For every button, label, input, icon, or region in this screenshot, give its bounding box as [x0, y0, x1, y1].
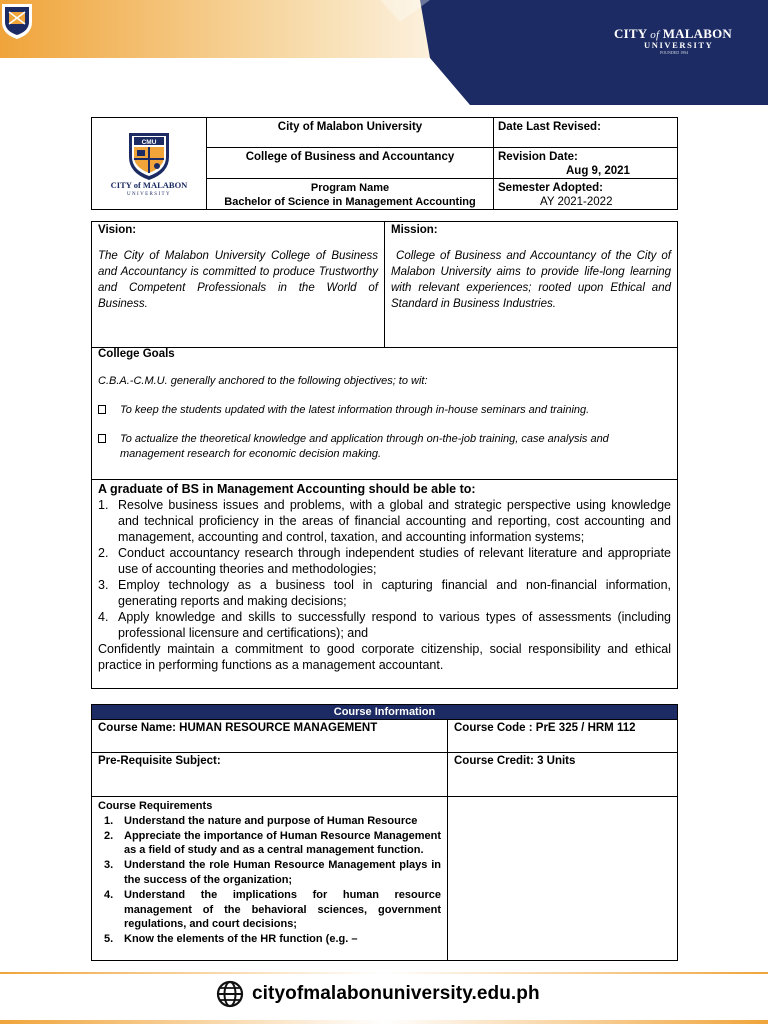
university-crest-icon: [0, 0, 34, 40]
globe-icon: [216, 980, 244, 1008]
program-cell: [207, 179, 494, 210]
vision-label: Vision:: [98, 224, 137, 236]
goal-item: To keep the students updated with the latest information through in-house seminars and training.: [98, 403, 671, 418]
goals-label: College Goals: [98, 348, 175, 360]
course-credit: Course Credit: 3 Units: [448, 753, 678, 797]
list-item: 1. Understand the nature and purpose of Human Resource: [104, 814, 418, 827]
graduate-title: A graduate of BS in Management Accounting should be able to:: [98, 482, 476, 496]
requirements-list: [98, 814, 441, 947]
vision-mission-table: [91, 221, 678, 689]
website-url[interactable]: cityofmalabonuniversity.edu.ph: [252, 983, 540, 1004]
list-item: 4. Apply knowledge and skills to successfully respond to various types of assessments (including professional licensure and certifications); and: [98, 610, 671, 640]
goal-item: To actualize the theoretical knowledge and application through on-the-job training, case analysis and management research for economic decision making.: [98, 432, 671, 462]
goals-intro: C.B.A.-C.M.U. generally anchored to the following objectives; to wit:: [98, 375, 428, 387]
list-item: 5. Know the elements of the HR function (e.g. –: [104, 933, 358, 946]
program-label: Program Name: [310, 182, 390, 194]
checkbox-icon: [98, 405, 106, 414]
course-requirements-right-cell: [448, 797, 678, 961]
header-banner: [0, 0, 768, 105]
crest-monogram: CMU: [141, 138, 157, 146]
vision-text: The City of Malabon University College of Business and Accountancy is committed to produce Trustworthy and Competent Professionals in the World of Business.: [98, 250, 378, 310]
graduate-outcomes-list: [98, 497, 671, 641]
revision-date-label: Revision Date:: [498, 151, 578, 163]
course-code: Course Code : PrE 325 / HRM 112: [448, 720, 678, 753]
course-information-header: Course Information: [92, 705, 678, 720]
header-brand: CITY of MALABON UNIVERSITY FOUNDED 1994: [614, 26, 732, 55]
checkbox-icon: [98, 434, 106, 443]
list-item: 3. Employ technology as a business tool in capturing financial and non-financial information, generating reports and making decisions;: [98, 578, 671, 608]
revision-date-cell: [494, 148, 678, 179]
course-requirements-cell: [92, 797, 448, 961]
college-name: College of Business and Accountancy: [207, 148, 494, 179]
graduate-outcomes-cell: [92, 480, 678, 689]
course-information-table: [91, 704, 678, 961]
list-item: 1. Resolve business issues and problems, with a global and strategic perspective using knowledge and technical proficiency in the areas of financial accounting and reporting, cost accounting and management, accounting and control, taxation, and accounting information systems;: [98, 498, 671, 544]
course-name: Course Name: HUMAN RESOURCE MANAGEMENT: [92, 720, 448, 753]
list-item: 2. Appreciate the importance of Human Resource Management as a field of study and as a central management function.: [104, 829, 441, 857]
prerequisite-subject: Pre-Requisite Subject:: [92, 753, 448, 797]
list-item: 3. Understand the role Human Resource Management plays in the success of the organization;: [104, 859, 441, 886]
revision-date-value: Aug 9, 2021: [566, 165, 630, 177]
list-item: 2. Conduct accountancy research through independent studies of relevant literature and appropriate use of accounting theories and methodologies;: [98, 546, 671, 576]
mission-label: Mission:: [391, 224, 438, 236]
vision-cell: [92, 222, 385, 348]
semester-cell: [494, 179, 678, 210]
logo-caption: CITY of MALABON UNIVERSITY: [110, 179, 188, 197]
list-item: 4. Understand the implications for human resource management of the behavioral sciences, government regulations, and court decisions;: [104, 888, 441, 931]
cmu-crest-icon: [126, 129, 172, 181]
date-last-revised-label: Date Last Revised:: [494, 118, 678, 148]
graduate-closing: Confidently maintain a commitment to good corporate citizenship, social responsibility and ethical practice in performing functions as a management accountant.: [98, 642, 671, 672]
college-goals-cell: [92, 348, 678, 480]
mission-cell: [385, 222, 678, 348]
logo-cell: [92, 118, 207, 210]
mission-text: College of Business and Accountancy of the City of Malabon University aims to provide life-long learning with relevant experiences; rooted upon Ethical and Standard in Business Industries.: [391, 250, 675, 310]
document-header-table: [91, 117, 678, 210]
university-name: City of Malabon University: [207, 118, 494, 148]
semester-value: AY 2021-2022: [540, 196, 613, 208]
semester-label: Semester Adopted:: [498, 182, 604, 194]
program-name: Bachelor of Science in Management Accounting: [224, 196, 476, 208]
requirements-label: Course Requirements: [98, 800, 213, 812]
